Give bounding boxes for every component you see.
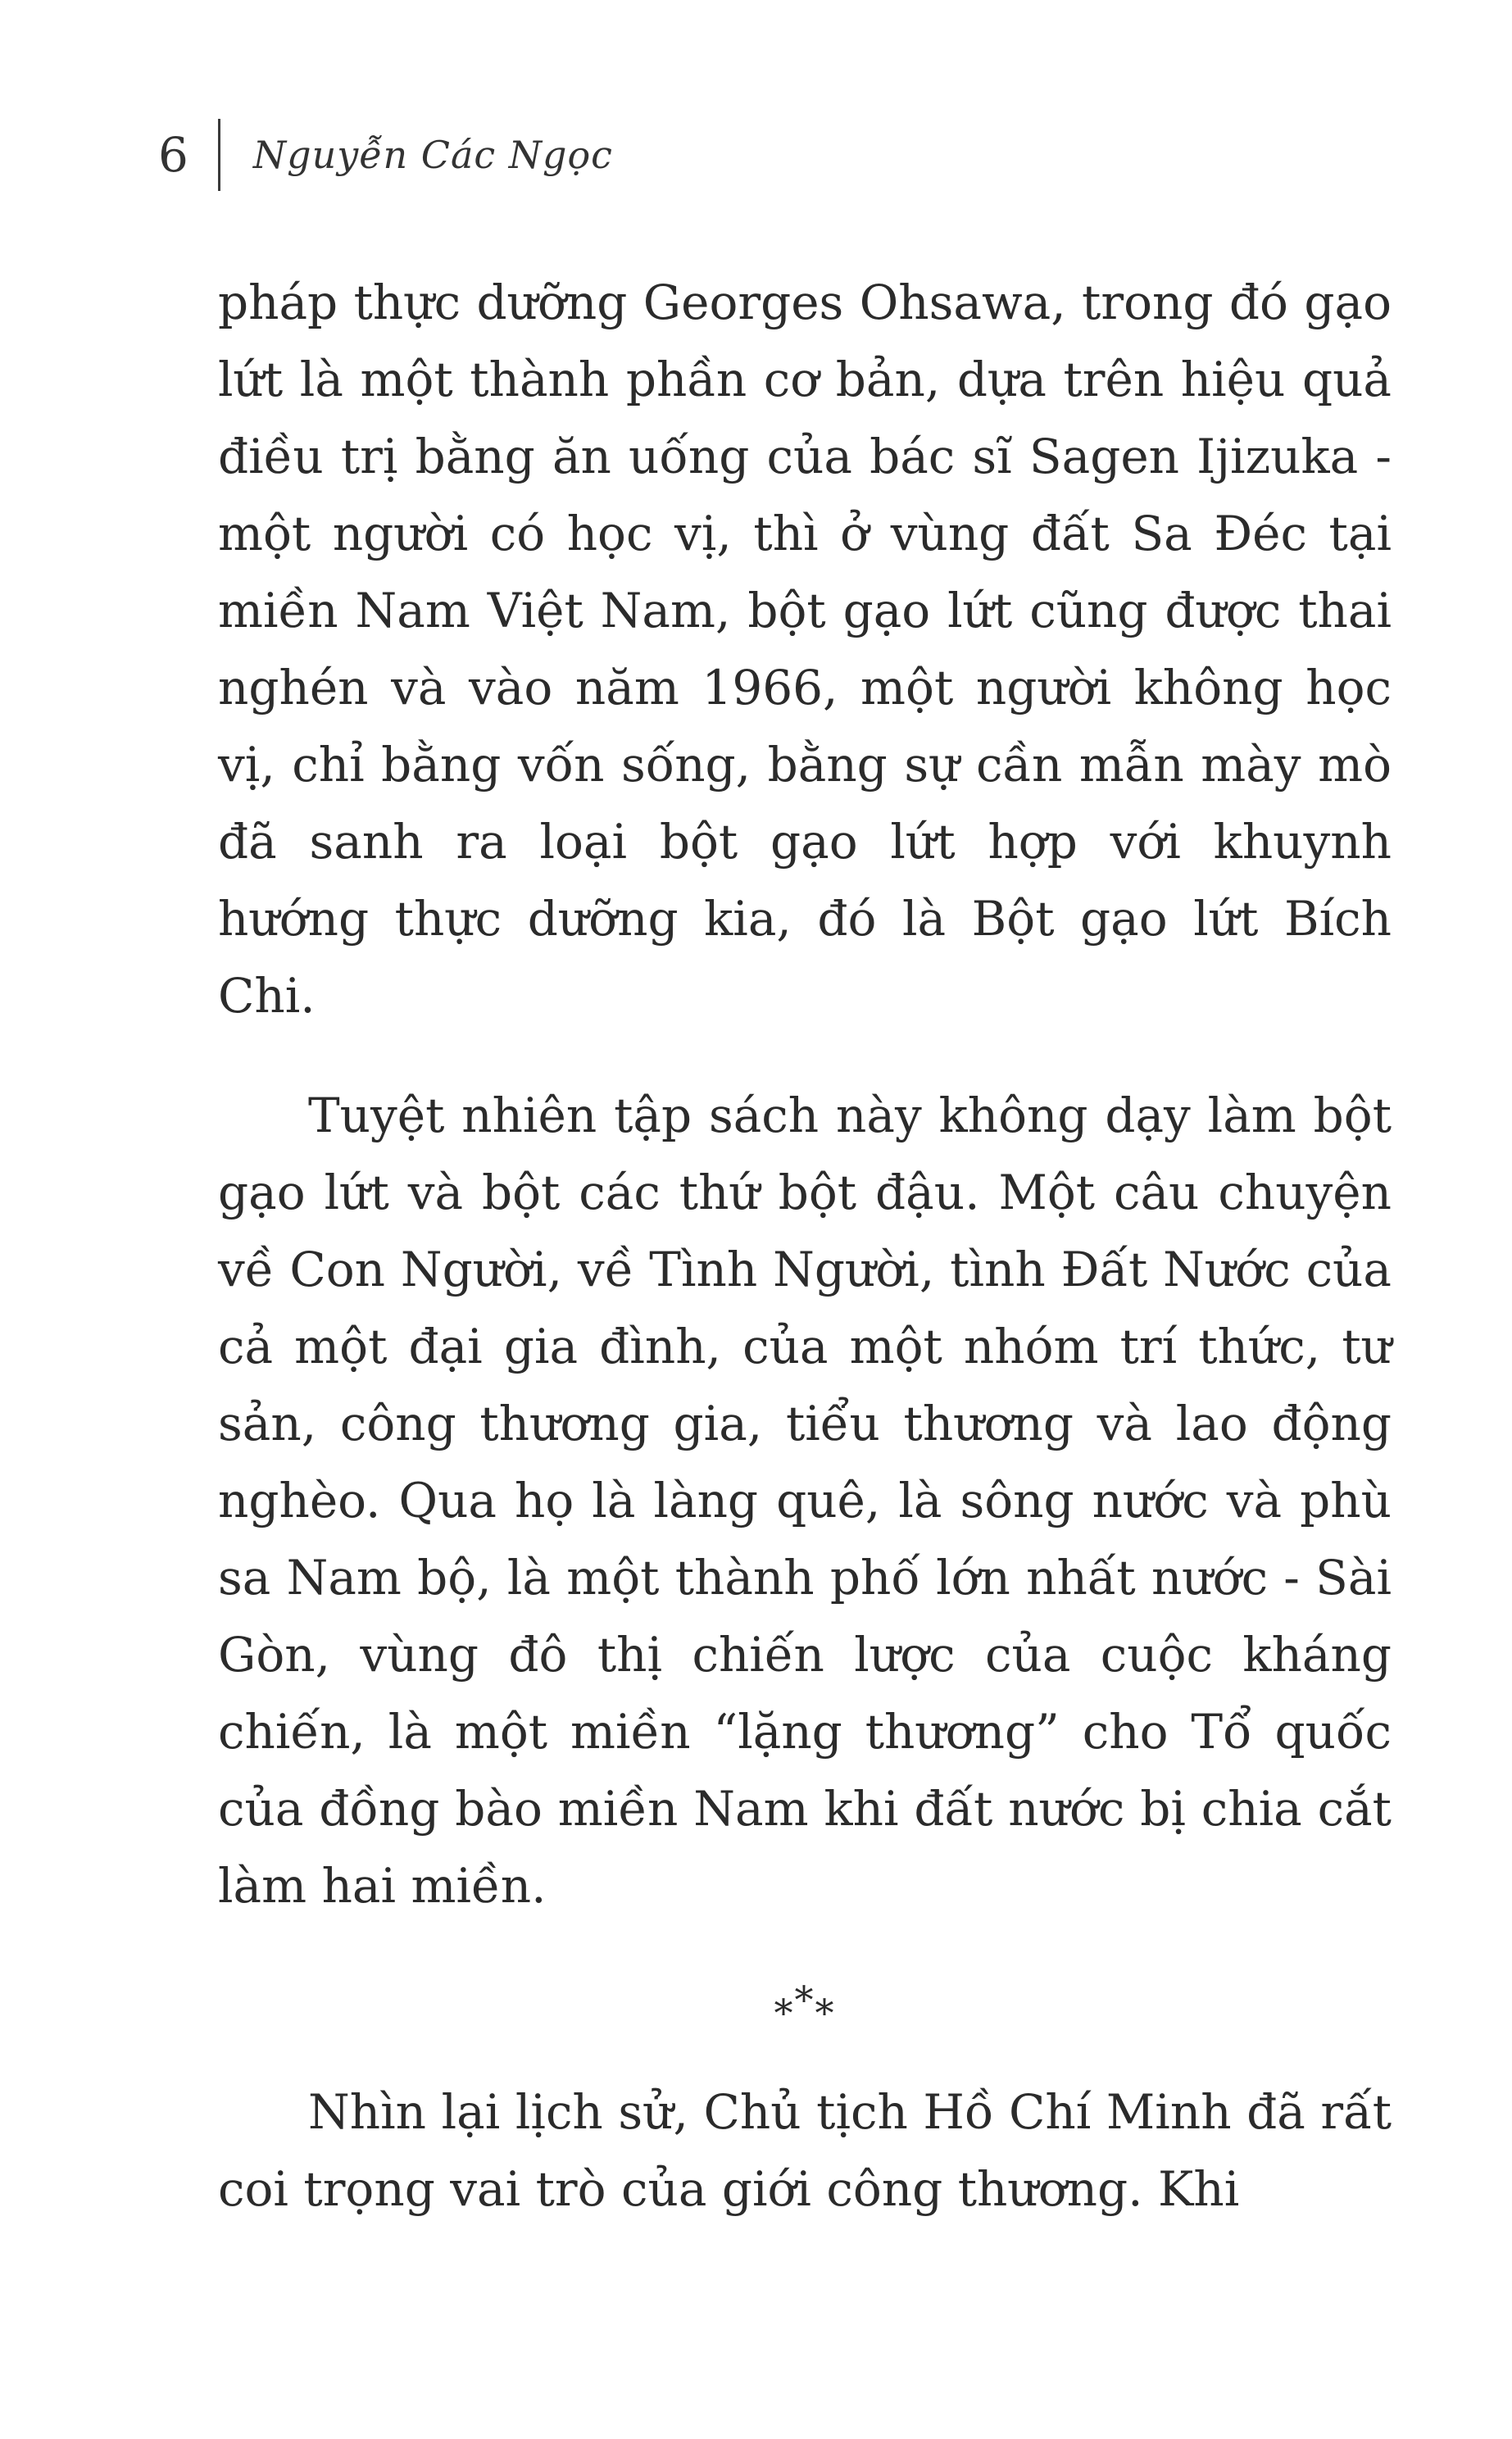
- paragraph-2: Tuyệt nhiên tập sách này không dạy làm bột gạo lứt và bột các thứ bột đậu. Một câu chuyện về Con Người, về Tình Người, tình Đất Nước của cả một đại gia đình, của một nhóm trí thức, tư sản, công thương gia, tiểu thương và lao động nghèo. Qua họ là làng quê, là sông nước và phù sa Nam bộ, là một thành phố lớn nhất nước - Sài Gòn, vùng đô thị chiến lược của cuộc kháng chiến, là một miền “lặng thương” cho Tổ quốc của đồng bào miền Nam khi đất nước bị chia cắt làm hai miền.: [218, 1088, 1392, 1914]
- body-text: [218, 264, 1392, 2228]
- header-divider: [218, 119, 220, 191]
- paragraph-1: pháp thực dưỡng Georges Ohsawa, trong đó gạo lứt là một thành phần cơ bản, dựa trên hiệu quả điều trị bằng ăn uống của bác sĩ Sagen Ijizuka - một người có học vị, thì ở vùng đất Sa Đéc tại miền Nam Việt Nam, bột gạo lứt cũng được thai nghén và vào năm 1966, một người không học vị, chỉ bằng vốn sống, bằng sự cần mẫn mày mò đã sanh ra loại bột gạo lứt hợp với khuynh hướng thực dưỡng kia, đó là Bột gạo lứt Bích Chi.: [218, 275, 1392, 1024]
- page-header: [158, 117, 613, 193]
- section-separator: [218, 1978, 1392, 2037]
- separator-star-middle: *: [794, 1978, 815, 2022]
- paragraph-3: Nhìn lại lịch sử, Chủ tịch Hồ Chí Minh đã rất coi trọng vai trò của giới công thương. Khi: [218, 2084, 1392, 2217]
- page-number: 6: [158, 127, 188, 183]
- separator-star-right: *: [815, 1991, 836, 2035]
- separator-star-left: *: [774, 1991, 795, 2035]
- running-head-author: Nguyễn Các Ngọc: [252, 133, 613, 177]
